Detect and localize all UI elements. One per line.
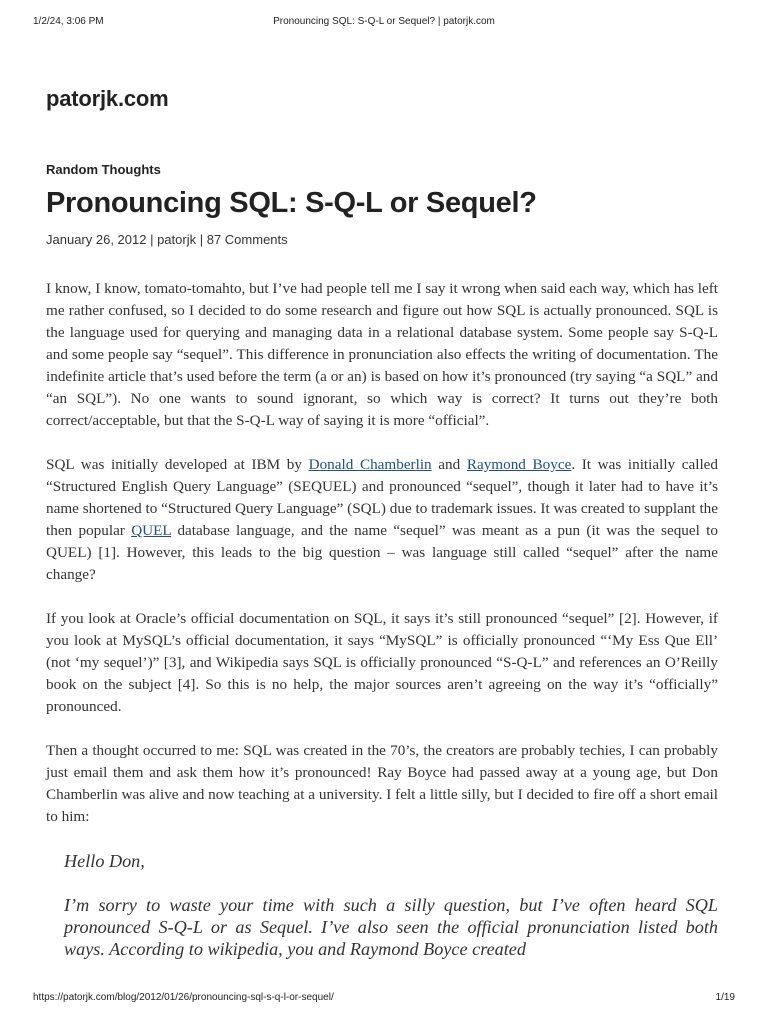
paragraph-email-idea: Then a thought occurred to me: SQL was created in the 70’s, the creators are probably techies, I can probably just email them and ask them how it’s pronounced! Ray Boyce had passed away at a young age, but Don Chamberlin was alive and now teaching at a university. I felt a little silly, but I decided to fire off a short email to him:: [46, 742, 718, 825]
print-url: https://patorjk.com/blog/2012/01/26/pronouncing-sql-s-q-l-or-sequel/: [33, 992, 334, 1003]
link-donald-chamberlin[interactable]: Donald Chamberlin: [308, 456, 432, 473]
post-body: [46, 278, 718, 960]
post-author[interactable]: patorjk: [157, 232, 197, 247]
print-datetime: 1/2/24, 3:06 PM: [33, 16, 104, 27]
paragraph-text: and: [431, 456, 467, 473]
print-page-number: 1/19: [715, 992, 735, 1003]
email-greeting: Hello Don,: [64, 851, 145, 871]
email-blockquote: [64, 850, 718, 960]
print-page-title: Pronouncing SQL: S-Q-L or Sequel? | patorjk.com: [273, 16, 495, 27]
post-meta: [46, 232, 718, 248]
paragraph-text: database language, and the name “sequel” was meant as a pun (it was the sequel to QUEL) [1]. However, this leads to the big question – was language still called “sequel” after the name change?: [46, 522, 718, 583]
post-category[interactable]: Random Thoughts: [46, 162, 161, 177]
email-body: I’m sorry to waste your time with such a silly question, but I’ve often heard SQL pronounced S-Q-L or as Sequel. I’ve also seen the official pronunciation listed both ways. According to wikipedia, you and Raymond Boyce created: [64, 895, 718, 959]
meta-separator: |: [146, 232, 158, 247]
link-quel[interactable]: QUEL: [131, 522, 172, 539]
link-raymond-boyce[interactable]: Raymond Boyce: [466, 456, 572, 473]
paragraph-intro: I know, I know, tomato-tomahto, but I’ve had people tell me I say it wrong when said each way, which has left me rather confused, so I decided to do some research and figure out how SQL is actually pronounced. SQL is the language used for querying and managing data in a relational database system. Some people say S-Q-L and some people say “sequel”. This difference in pronunciation also effects the writing of documentation. The indefinite article that’s used before the term (a or an) is based on how it’s pronounced (try saying “a SQL” and “an SQL”). No one wants to sound ignorant, so which way is correct? It turns out they’re both correct/acceptable, but that the S-Q-L way of saying it is more “official”.: [46, 280, 718, 429]
print-footer: [33, 992, 735, 1006]
post-date[interactable]: January 26, 2012: [46, 232, 147, 247]
paragraph-text: SQL was initially developed at IBM by: [46, 456, 309, 473]
meta-separator: |: [196, 232, 207, 247]
paragraph-text: . It was initially called “Structured English Query Language” (SEQUEL) and pronounced “sequel”, though it later had to have it’s name shortened to “Structured Query Language” (SQL) due to trademark issues. It was created to supplant the then popular: [46, 456, 719, 539]
site-title[interactable]: patorjk.com: [46, 86, 169, 111]
post-title: Pronouncing SQL: S-Q-L or Sequel?: [46, 187, 537, 219]
print-header: [33, 16, 735, 30]
paragraph-history: [46, 454, 718, 586]
page-content: [46, 84, 718, 982]
paragraph-documentation: If you look at Oracle’s official documentation on SQL, it says it’s still pronounced “sequel” [2]. However, if you look at MySQL’s official documentation, it says “MySQL” is officially pronounced “‘My Ess Que Ell’ (not ‘my sequel’)” [3], and Wikipedia says SQL is officially pronounced “S-Q-L” and references an O’Reilly book on the subject [4]. So this is no help, the major sources aren’t agreeing on the way it’s “officially” pronounced.: [46, 610, 718, 715]
post-comments-link[interactable]: 87 Comments: [206, 232, 288, 247]
